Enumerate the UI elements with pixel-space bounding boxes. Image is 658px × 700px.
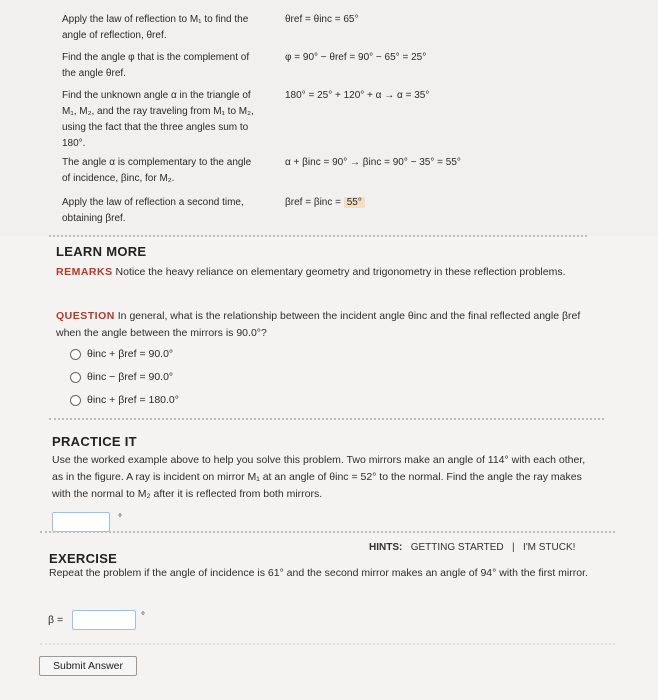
beta-label: β = xyxy=(48,614,64,626)
exercise-heading: EXERCISE xyxy=(49,551,118,566)
step-5-equation xyxy=(285,195,365,211)
getting-started-link[interactable]: GETTING STARTED xyxy=(410,542,504,553)
hint-separator: | xyxy=(512,542,515,553)
option-label: θinc + βref = 180.0° xyxy=(87,394,179,406)
question-option-2[interactable] xyxy=(70,371,173,383)
question-option-3[interactable] xyxy=(70,394,179,406)
step-4-description: The angle α is complementary to the angle of incidence, βinc, for M₂. xyxy=(62,157,252,184)
question-option-1[interactable] xyxy=(70,348,173,360)
step-4-equation: α + βinc = 90° → βinc = 90° − 35° = 55° xyxy=(285,157,461,168)
option-label: θinc − βref = 90.0° xyxy=(87,371,174,383)
step-3-equation: 180° = 25° + 120° + α → α = 35° xyxy=(285,90,430,101)
radio-button[interactable] xyxy=(70,349,81,360)
learn-more-heading: LEARN MORE xyxy=(56,244,147,259)
step-2-description: Find the angle φ that is the complement of the angle θref. xyxy=(62,52,250,79)
solution-steps xyxy=(0,0,658,236)
hints-label: HINTS: xyxy=(369,542,403,553)
practice-problem-text: Use the worked example above to help you solve this problem. Two mirrors make an angle of 114° with each other, as in the figure. A ray is incident on mirror M₁ at an angle of θinc = 52° to the normal. Find the angle the ray makes with the normal to M₂ after it is reflected from both mirrors. xyxy=(52,454,586,500)
step-1-equation: θref = θinc = 65° xyxy=(285,14,359,25)
remarks-text: Notice the heavy reliance on elementary geometry and trigonometry in these reflection problems. xyxy=(115,266,566,278)
remarks-paragraph xyxy=(56,264,576,281)
question-label: QUESTION xyxy=(56,310,115,322)
practice-answer-input[interactable] xyxy=(52,512,110,532)
step-3-description: Find the unknown angle α in the triangle of M₁, M₂, and the ray traveling from M₁ to M₂, using the fact that the three angles sum to 180°. xyxy=(62,90,254,149)
exercise-problem-text: Repeat the problem if the angle of incidence is 61° and the second mirror makes an angle of 94° with the first mirror. xyxy=(49,567,588,579)
step-1-description: Apply the law of reflection to M₁ to find the angle of reflection, θref. xyxy=(62,14,249,41)
divider xyxy=(40,531,615,533)
exercise-degree-unit: ° xyxy=(141,611,145,622)
divider xyxy=(40,643,615,645)
step-2-equation: φ = 90° − θref = 90° − 65° = 25° xyxy=(285,52,427,63)
im-stuck-link[interactable]: I'M STUCK! xyxy=(522,542,576,553)
step-5-description: Apply the law of reflection a second time, obtaining βref. xyxy=(62,197,244,224)
radio-button[interactable] xyxy=(70,372,81,383)
divider xyxy=(49,418,604,420)
divider xyxy=(49,235,587,237)
option-label: θinc + βref = 90.0° xyxy=(87,348,174,360)
practice-it-heading: PRACTICE IT xyxy=(52,434,137,449)
hints-bar xyxy=(369,542,575,553)
practice-degree-unit: ° xyxy=(118,513,122,524)
submit-answer-button[interactable]: Submit Answer xyxy=(39,656,137,676)
radio-button[interactable] xyxy=(70,395,81,406)
step-5-result-highlight: 55° xyxy=(344,197,365,208)
remarks-label: REMARKS xyxy=(56,266,113,278)
exercise-answer-input[interactable] xyxy=(72,610,136,630)
question-text: In general, what is the relationship between the incident angle θinc and the final reflected angle βref when the angle between the mirrors is 90.0°? xyxy=(56,310,581,339)
question-paragraph xyxy=(56,308,586,342)
step-5-equation-prefix: βref = βinc = xyxy=(285,197,344,208)
